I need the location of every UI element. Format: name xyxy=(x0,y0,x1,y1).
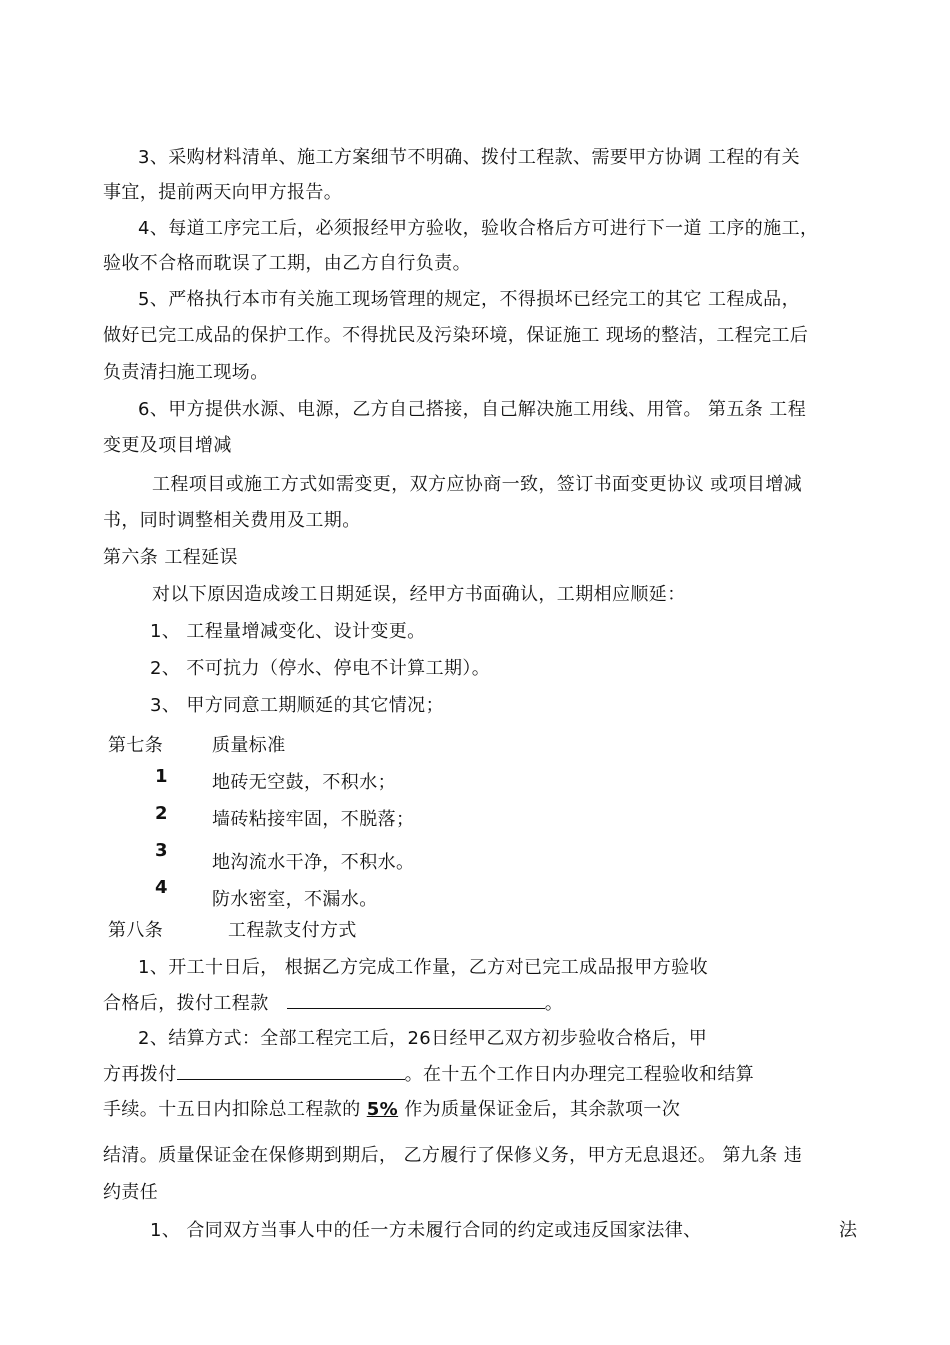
clause-3-line-1: 3、采购材料清单、施工方案细节不明确、拨付工程款、需要甲方协调 工程的有关 xyxy=(138,147,800,168)
article-7-number-3: 3 xyxy=(155,840,168,861)
article-8-clause-1-line-1: 1、开工十日后， 根据乙方完成工作量，乙方对已完工成品报甲方验收 xyxy=(138,957,708,978)
payment-text-2: 方再拨付 xyxy=(103,1064,177,1085)
article-8-title: 工程款支付方式 xyxy=(228,920,357,941)
clause-4-line-2: 验收不合格而耽误了工期，由乙方自行负责。 xyxy=(103,253,471,274)
article-6-item-1: 1、 工程量增减变化、设计变更。 xyxy=(150,621,426,642)
article-7-number-2: 2 xyxy=(155,803,168,824)
article-6-item-2: 2、 不可抗力（停水、停电不计算工期）。 xyxy=(150,658,491,679)
retention-percentage: 5% xyxy=(366,1099,399,1120)
article-7-number-1: 1 xyxy=(155,766,168,787)
payment-text-2-end: 。在十五个工作日内办理完工程验收和结算 xyxy=(404,1064,755,1085)
article-5-line-2: 书，同时调整相关费用及工期。 xyxy=(103,510,361,531)
article-9-clause-1: 1、 合同双方当事人中的任一方未履行合同的约定或违反国家法律、 xyxy=(150,1220,702,1241)
article-8-clause-2-line-2 xyxy=(103,1063,754,1086)
clause-5-line-3: 负责清扫施工现场。 xyxy=(103,362,269,383)
clause-3-line-2: 事宜，提前两天向甲方报告。 xyxy=(103,182,343,203)
payment-amount-blank-1[interactable] xyxy=(287,992,545,1009)
article-6-item-3: 3、 甲方同意工期顺延的其它情况； xyxy=(150,695,444,716)
clause-5-line-1: 5、严格执行本市有关施工现场管理的规定，不得损坏已经完工的其它 工程成品， xyxy=(138,289,800,310)
article-8-label: 第八条 xyxy=(108,920,164,941)
retention-text-start: 手续。十五日内扣除总工程款的 xyxy=(103,1099,361,1120)
clause-4-line-1: 4、每道工序完工后，必须报经甲方验收，验收合格后方可进行下一道 工序的施工， xyxy=(138,218,819,239)
article-7-item-3: 地沟流水干净，不积水。 xyxy=(212,852,415,873)
article-6-title: 第六条 工程延误 xyxy=(103,547,238,568)
article-7-number-4: 4 xyxy=(155,877,168,898)
article-8-clause-2-line-1: 2、结算方式：全部工程完工后，26日经甲乙双方初步验收合格后，甲 xyxy=(138,1028,708,1049)
article-9-title: 约责任 xyxy=(103,1182,159,1203)
clause-5-line-2: 做好已完工成品的保护工作。不得扰民及污染环境，保证施工 现场的整洁，工程完工后 xyxy=(103,325,809,346)
article-7-title: 质量标准 xyxy=(212,735,286,756)
article-7-label: 第七条 xyxy=(108,735,164,756)
article-5-line-1: 工程项目或施工方式如需变更，双方应协商一致，签订书面变更协议 或项目增减 xyxy=(152,474,803,495)
payment-text-1-end: 。 xyxy=(544,993,564,1014)
article-6-intro: 对以下原因造成竣工日期延误，经甲方书面确认，工期相应顺延： xyxy=(152,584,686,605)
clause-6-line-2: 变更及项目增减 xyxy=(103,435,232,456)
article-8-clause-1-line-2 xyxy=(103,992,563,1015)
article-8-clause-2-line-3 xyxy=(103,1099,680,1121)
article-7-item-2: 墙砖粘接牢固，不脱落； xyxy=(212,809,415,830)
retention-text-end: 作为质量保证金后，其余款项一次 xyxy=(404,1099,681,1120)
clause-6-line-1: 6、甲方提供水源、电源，乙方自己搭接，自己解决施工用线、用管。 第五条 工程 xyxy=(138,399,807,420)
payment-amount-blank-2[interactable] xyxy=(177,1063,405,1080)
payment-text-1: 合格后，拨付工程款 xyxy=(103,993,269,1014)
article-9-clause-1-end: 法 xyxy=(839,1220,858,1241)
article-7-item-4: 防水密室，不漏水。 xyxy=(212,889,378,910)
article-8-clause-2-line-4: 结清。质量保证金在保修期到期后， 乙方履行了保修义务，甲方无息退还。 第九条 违 xyxy=(103,1145,803,1166)
article-7-item-1: 地砖无空鼓，不积水； xyxy=(212,772,396,793)
